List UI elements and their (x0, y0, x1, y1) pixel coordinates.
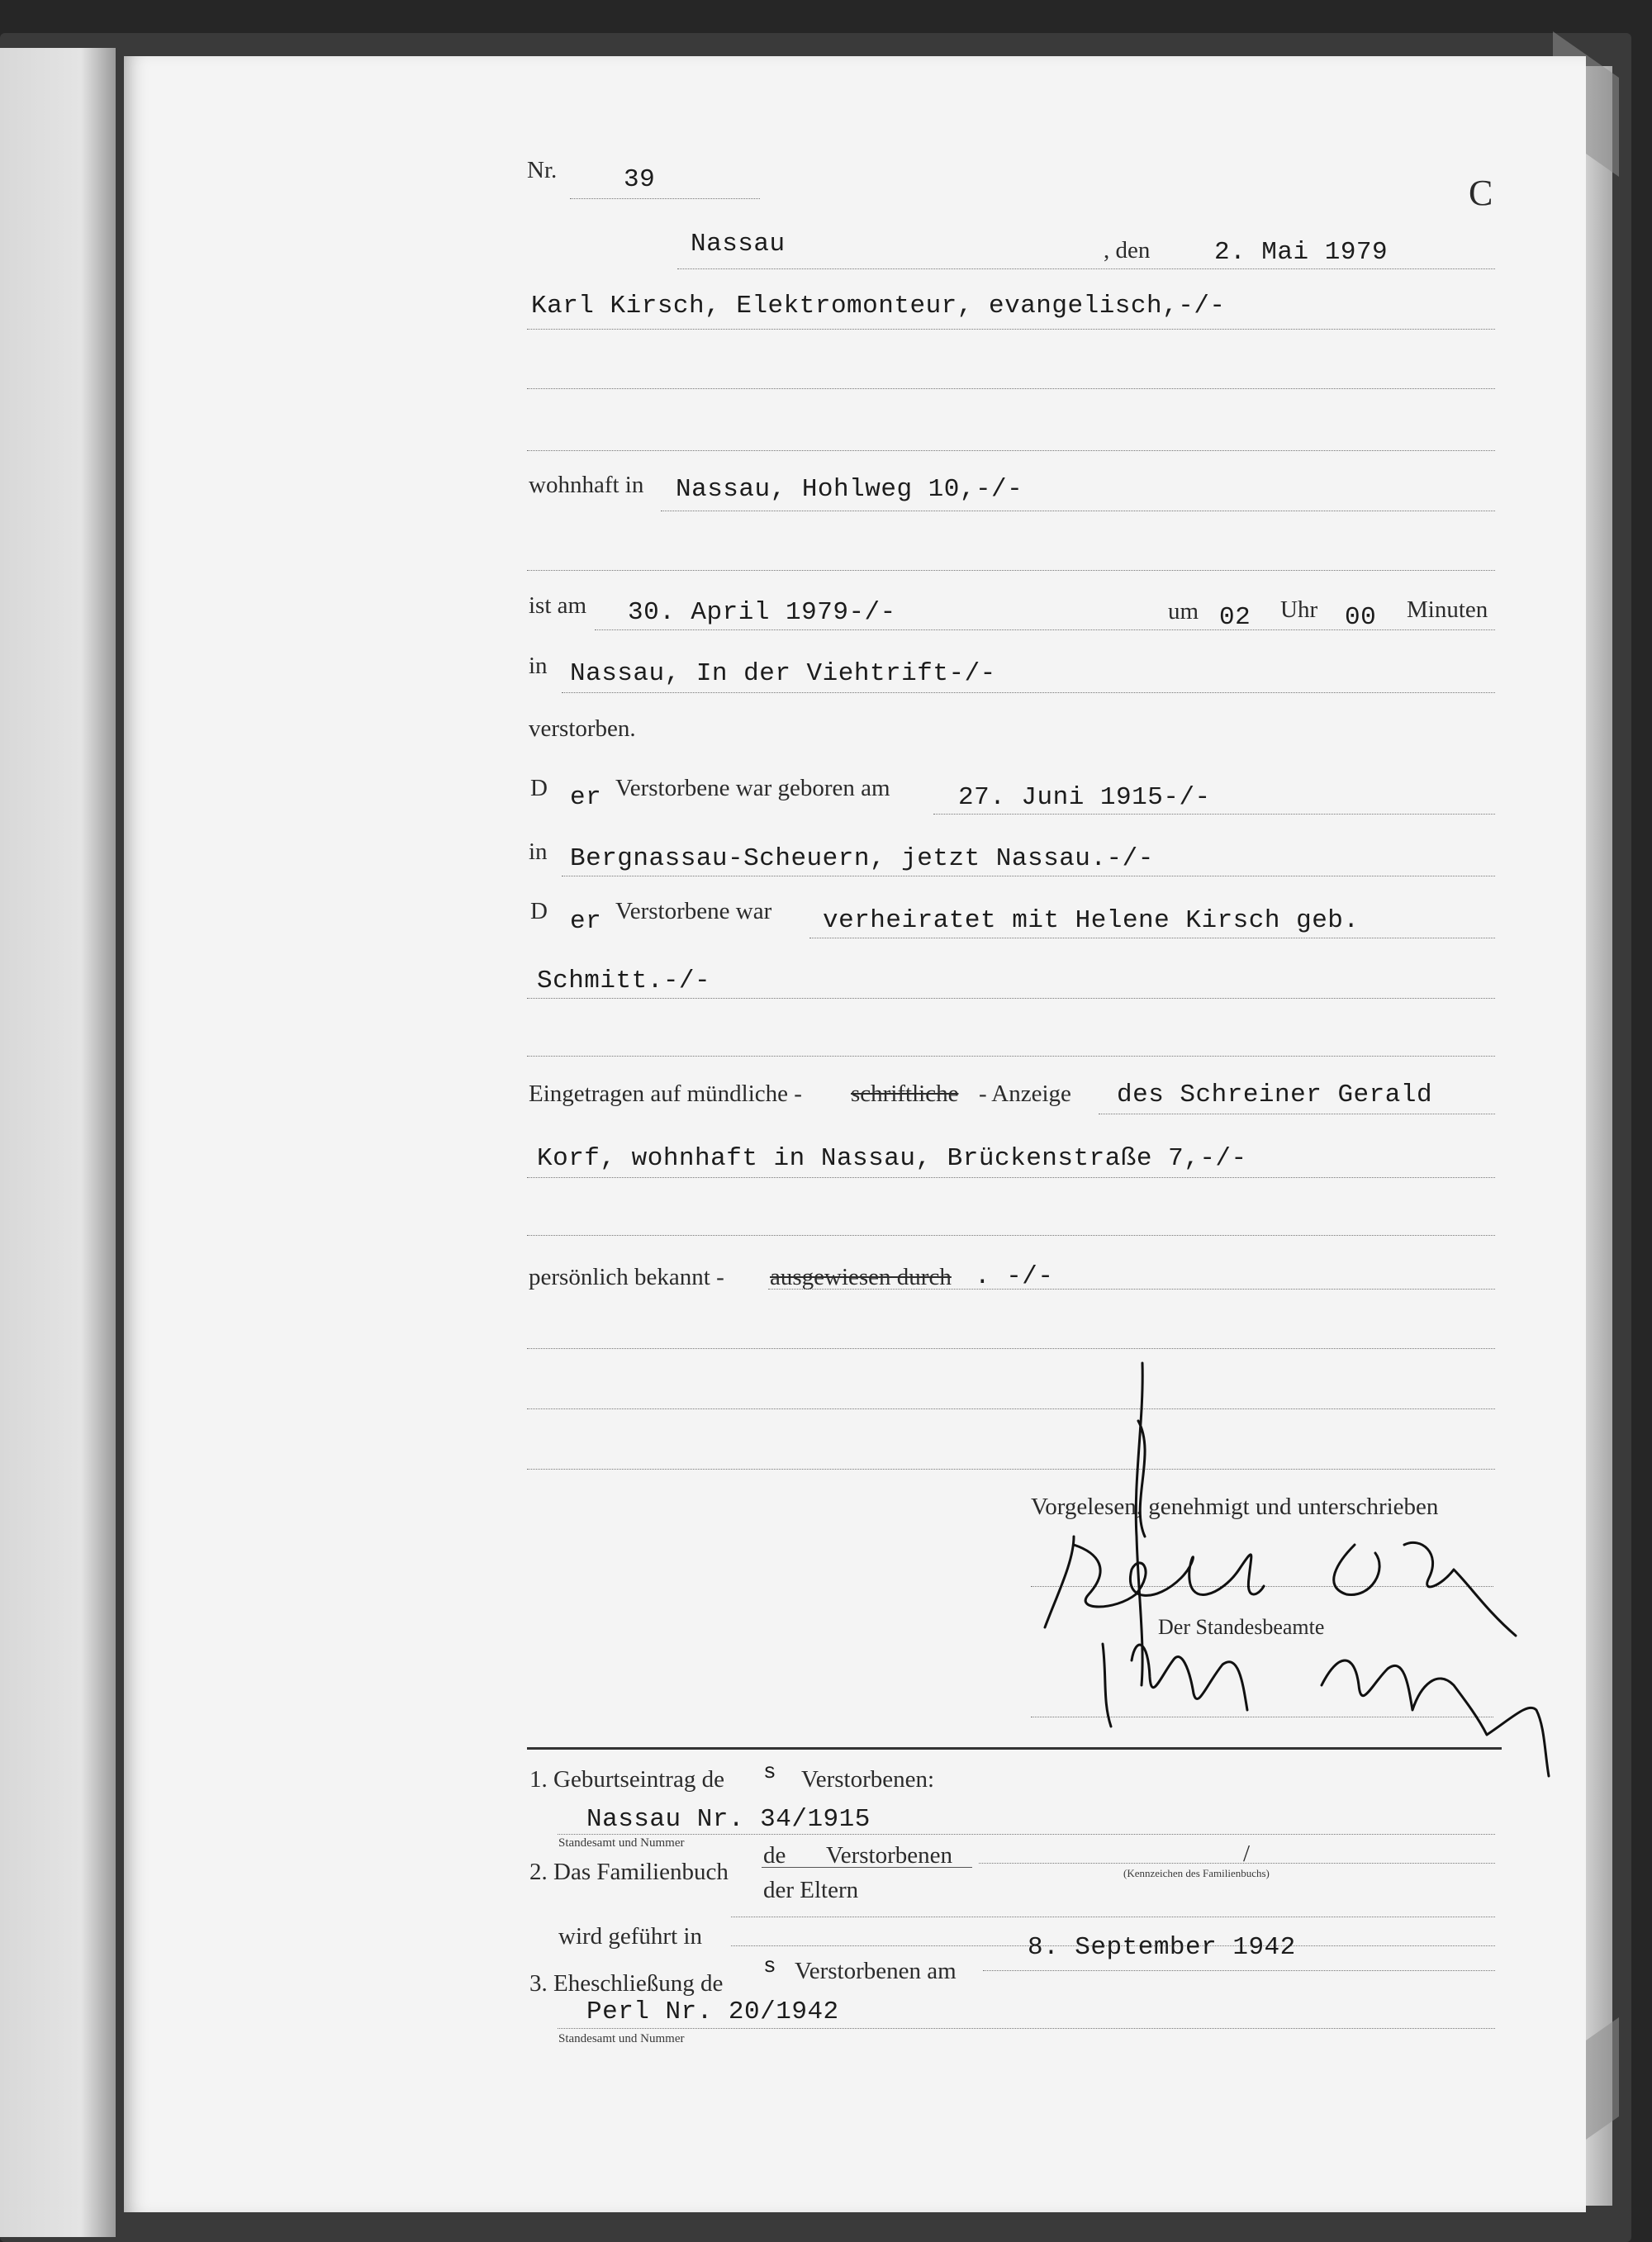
note-3-tail: Verstorbenen am (795, 1958, 957, 1984)
rule (983, 1970, 1495, 1971)
born-label: Verstorbene war geboren am (615, 775, 890, 801)
vorgelesen-label: Vorgelesen, genehmigt und unterschrieben (1031, 1494, 1439, 1520)
address-value: Nassau, Hohlweg 10,-/- (676, 475, 1023, 504)
note-3-label: 3. Eheschließung de (529, 1970, 724, 1997)
gefuehrt-label: wird geführt in (558, 1923, 702, 1950)
rule (762, 1867, 972, 1868)
in-label-2: in (529, 838, 548, 865)
ausgewiesen-struck: ausgewiesen durch (770, 1264, 952, 1290)
d-label: D (530, 775, 548, 801)
note-2-slash: / (1243, 1841, 1251, 1867)
bekannt-tail: . -/- (975, 1262, 1054, 1291)
den-label: , den (1104, 237, 1151, 264)
uhr-label: Uhr (1280, 596, 1318, 623)
death-minute: 00 (1345, 603, 1377, 632)
note-1-fill: s (763, 1760, 777, 1784)
death-date: 30. April 1979-/- (628, 598, 896, 627)
marriage-register-ref: Perl Nr. 20/1942 (586, 1997, 839, 2026)
registrar-signature (1334, 1542, 1516, 1636)
ist-am-label: ist am (529, 592, 587, 619)
marital-status-cont: Schmitt.-/- (537, 967, 711, 995)
death-hour: 02 (1219, 603, 1251, 632)
minuten-label: Minuten (1407, 596, 1488, 623)
entry-number: 39 (624, 165, 656, 194)
um-label: um (1168, 598, 1199, 625)
rule (979, 1863, 1495, 1864)
note-2-verstorbenen: Verstorbenen (826, 1842, 953, 1869)
gender-fill-2: er (570, 907, 602, 936)
place-value: Nassau (691, 230, 786, 259)
informant-signature (1045, 1537, 1264, 1627)
registrar-signature (1103, 1644, 1549, 1776)
birth-date: 27. Juni 1915-/- (958, 783, 1211, 812)
informant-line-2: Korf, wohnhaft in Nassau, Brückenstraße 7,-/- (537, 1144, 1247, 1173)
section-divider (527, 1747, 1502, 1750)
eingetragen-label: Eingetragen auf mündliche - (529, 1081, 802, 1107)
rule (558, 2028, 1495, 2029)
kennzeichen-label: (Kennzeichen des Familienbuchs) (1123, 1867, 1270, 1879)
marital-status: verheiratet mit Helene Kirsch geb. (823, 906, 1360, 935)
note-2-de: de (763, 1842, 786, 1869)
informant-signature (1136, 1363, 1145, 1685)
d-label-2: D (530, 898, 548, 924)
nr-label: Nr. (527, 157, 558, 183)
record-date: 2. Mai 1979 (1214, 238, 1389, 267)
note-1-tail: Verstorbenen: (801, 1766, 935, 1793)
note-2-eltern: der Eltern (763, 1877, 859, 1903)
standesbeamte-label: Der Standesbeamte (1158, 1615, 1325, 1639)
note-1-label: 1. Geburtseintrag de (529, 1766, 724, 1793)
war-label: Verstorbene war (615, 898, 772, 924)
verstorben-label: verstorben. (529, 715, 636, 742)
rule (558, 1834, 1495, 1835)
standesamt-label-2: Standesamt und Nummer (558, 2032, 685, 2045)
birth-register-ref: Nassau Nr. 34/1915 (586, 1805, 871, 1834)
person-line: Karl Kirsch, Elektromonteur, evangelisch,-/- (531, 292, 1226, 321)
register-letter: C (1469, 173, 1493, 213)
informant-line-1: des Schreiner Gerald (1117, 1081, 1433, 1109)
anzeige-label: - Anzeige (979, 1081, 1071, 1107)
in-label: in (529, 653, 548, 679)
gender-fill: er (570, 783, 602, 812)
note-3-fill: s (763, 1954, 777, 1978)
standesamt-label: Standesamt und Nummer (558, 1836, 685, 1850)
schriftliche-struck: schriftliche (851, 1081, 959, 1107)
wohnhaft-label: wohnhaft in (529, 472, 644, 498)
bekannt-label: persönlich bekannt - (529, 1264, 724, 1290)
death-place: Nassau, In der Viehtrift-/- (570, 659, 996, 688)
birth-place: Bergnassau-Scheuern, jetzt Nassau.-/- (570, 844, 1154, 873)
marriage-date: 8. September 1942 (1028, 1933, 1296, 1962)
note-2-label: 2. Das Familienbuch (529, 1859, 729, 1885)
